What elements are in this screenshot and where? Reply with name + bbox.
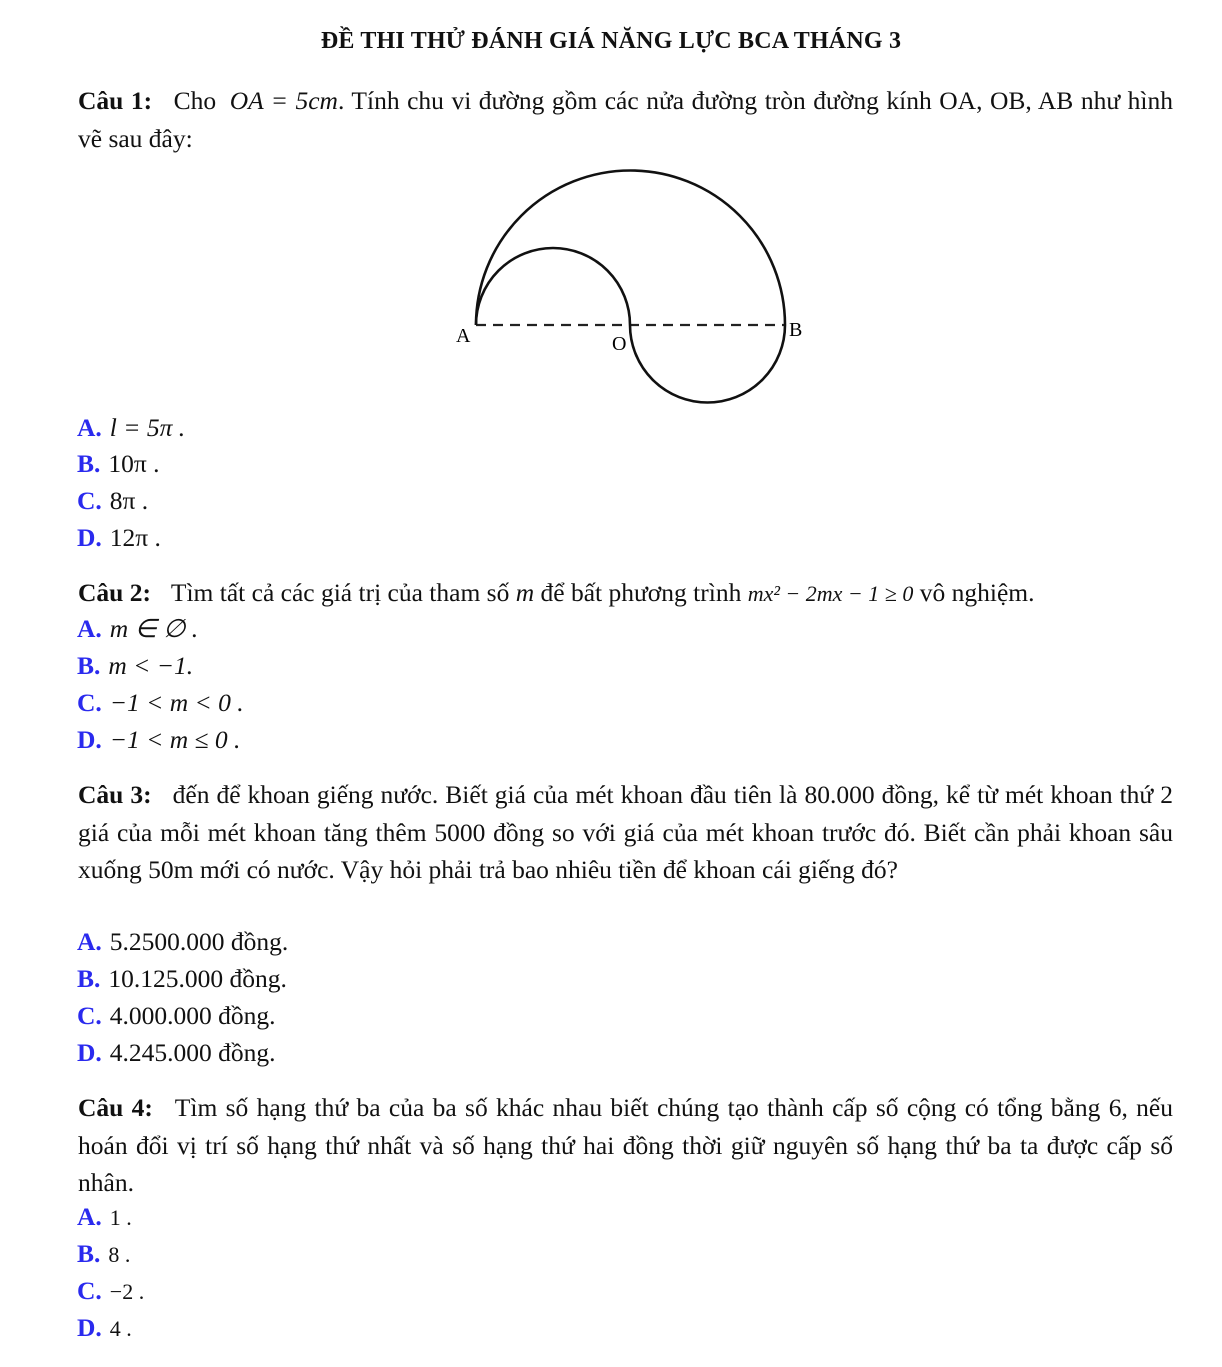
option-letter: A. [77, 927, 102, 956]
arc-ob [630, 325, 785, 403]
option-letter: D. [77, 1313, 102, 1342]
option-letter: A. [77, 614, 102, 643]
semicircle-figure [440, 160, 820, 415]
exam-title: ĐỀ THI THỬ ĐÁNH GIÁ NĂNG LỰC BCA THÁNG 3 [320, 28, 902, 54]
option-c[interactable] [77, 685, 244, 721]
option-text: −1 < m < 0 . [109, 688, 244, 717]
question-text: . Tính chu vi đường gồm các nửa đường tròn đường kính OA, OB, AB như hình vẽ sau đây: [78, 86, 1174, 153]
option-c[interactable] [77, 483, 148, 519]
option-d[interactable] [77, 520, 161, 556]
option-letter: A. [77, 413, 102, 442]
question-3 [78, 776, 1173, 889]
option-text: m ∈ ∅ . [109, 614, 199, 643]
option-text: −2 . [109, 1279, 145, 1304]
option-letter: C. [77, 1001, 102, 1030]
option-d[interactable] [77, 1035, 276, 1071]
option-a[interactable] [77, 611, 198, 647]
option-letter: B. [77, 449, 101, 478]
option-letter: D. [77, 1038, 102, 1067]
option-b[interactable] [77, 648, 193, 684]
question-label: Câu 4: [78, 1093, 153, 1122]
math-expression: OA = 5cm [229, 86, 338, 115]
math-variable: m [515, 578, 535, 607]
option-text: 4.245.000 đồng. [109, 1038, 276, 1067]
option-a[interactable] [77, 924, 288, 960]
option-text: 1 . [109, 1205, 132, 1230]
option-letter: B. [77, 1239, 101, 1268]
option-letter: B. [77, 651, 101, 680]
question-1 [78, 82, 1173, 157]
option-text: 12π . [109, 523, 161, 552]
point-label-a: A [456, 325, 471, 347]
question-label: Câu 1: [78, 86, 153, 115]
option-text: −1 < m ≤ 0 . [109, 725, 241, 754]
option-letter: B. [77, 964, 101, 993]
option-letter: A. [77, 1202, 102, 1231]
option-letter: C. [77, 486, 102, 515]
option-text: l = 5π . [109, 413, 186, 442]
option-text: 4.000.000 đồng. [109, 1001, 276, 1030]
option-letter: C. [77, 1276, 102, 1305]
option-letter: C. [77, 688, 102, 717]
math-expression: mx² − 2mx − 1 ≥ 0 [747, 581, 914, 606]
question-text: vô nghiệm. [919, 578, 1035, 607]
question-label: Câu 2: [78, 578, 151, 607]
question-4 [78, 1089, 1173, 1202]
option-text: m < −1. [108, 651, 194, 680]
question-text: Tìm số hạng thứ ba của ba số khác nhau biết chúng tạo thành cấp số cộng có tổng bằng 6, nếu hoán đổi vị trí số hạng thứ nhất và số hạng thứ hai đồng thời giữ nguyên số hạng thứ ba ta được cấp số nhân. [78, 1093, 1173, 1197]
question-text: để bất phương trình [540, 578, 742, 607]
point-label-o: O [612, 333, 627, 355]
question-text: Cho [173, 86, 217, 115]
option-a[interactable] [77, 1199, 132, 1236]
arc-ab [476, 171, 785, 325]
option-d[interactable] [77, 1310, 132, 1347]
option-b[interactable] [77, 961, 287, 997]
option-text: 10.125.000 đồng. [108, 964, 287, 993]
arc-oa [476, 248, 630, 325]
question-text: đến để khoan giếng nước. Biết giá của mét khoan đầu tiên là 80.000 đồng, kể từ mét khoan thứ 2 giá của mỗi mét khoan tăng thêm 5000 đồng so với giá của mét khoan trước đó. Biết cần phải khoan sâu xuống 50m mới có nước. Vậy hỏi phải trả bao nhiêu tiền để khoan cái giếng đó? [78, 780, 1173, 884]
option-text: 8π . [109, 486, 149, 515]
point-label-b: B [789, 319, 803, 341]
option-b[interactable] [77, 1236, 130, 1273]
question-label: Câu 3: [78, 780, 152, 809]
question-text: Tìm tất cả các giá trị của tham số [170, 578, 510, 607]
option-b[interactable] [77, 446, 160, 482]
option-letter: D. [77, 725, 102, 754]
option-c[interactable] [77, 1273, 144, 1310]
option-letter: D. [77, 523, 102, 552]
option-text: 5.2500.000 đồng. [109, 927, 289, 956]
option-text: 4 . [109, 1316, 132, 1341]
option-text: 10π . [108, 449, 160, 478]
option-text: 8 . [108, 1242, 131, 1267]
option-c[interactable] [77, 998, 276, 1034]
option-a[interactable] [77, 410, 185, 446]
question-2 [78, 574, 1173, 613]
option-d[interactable] [77, 722, 240, 758]
